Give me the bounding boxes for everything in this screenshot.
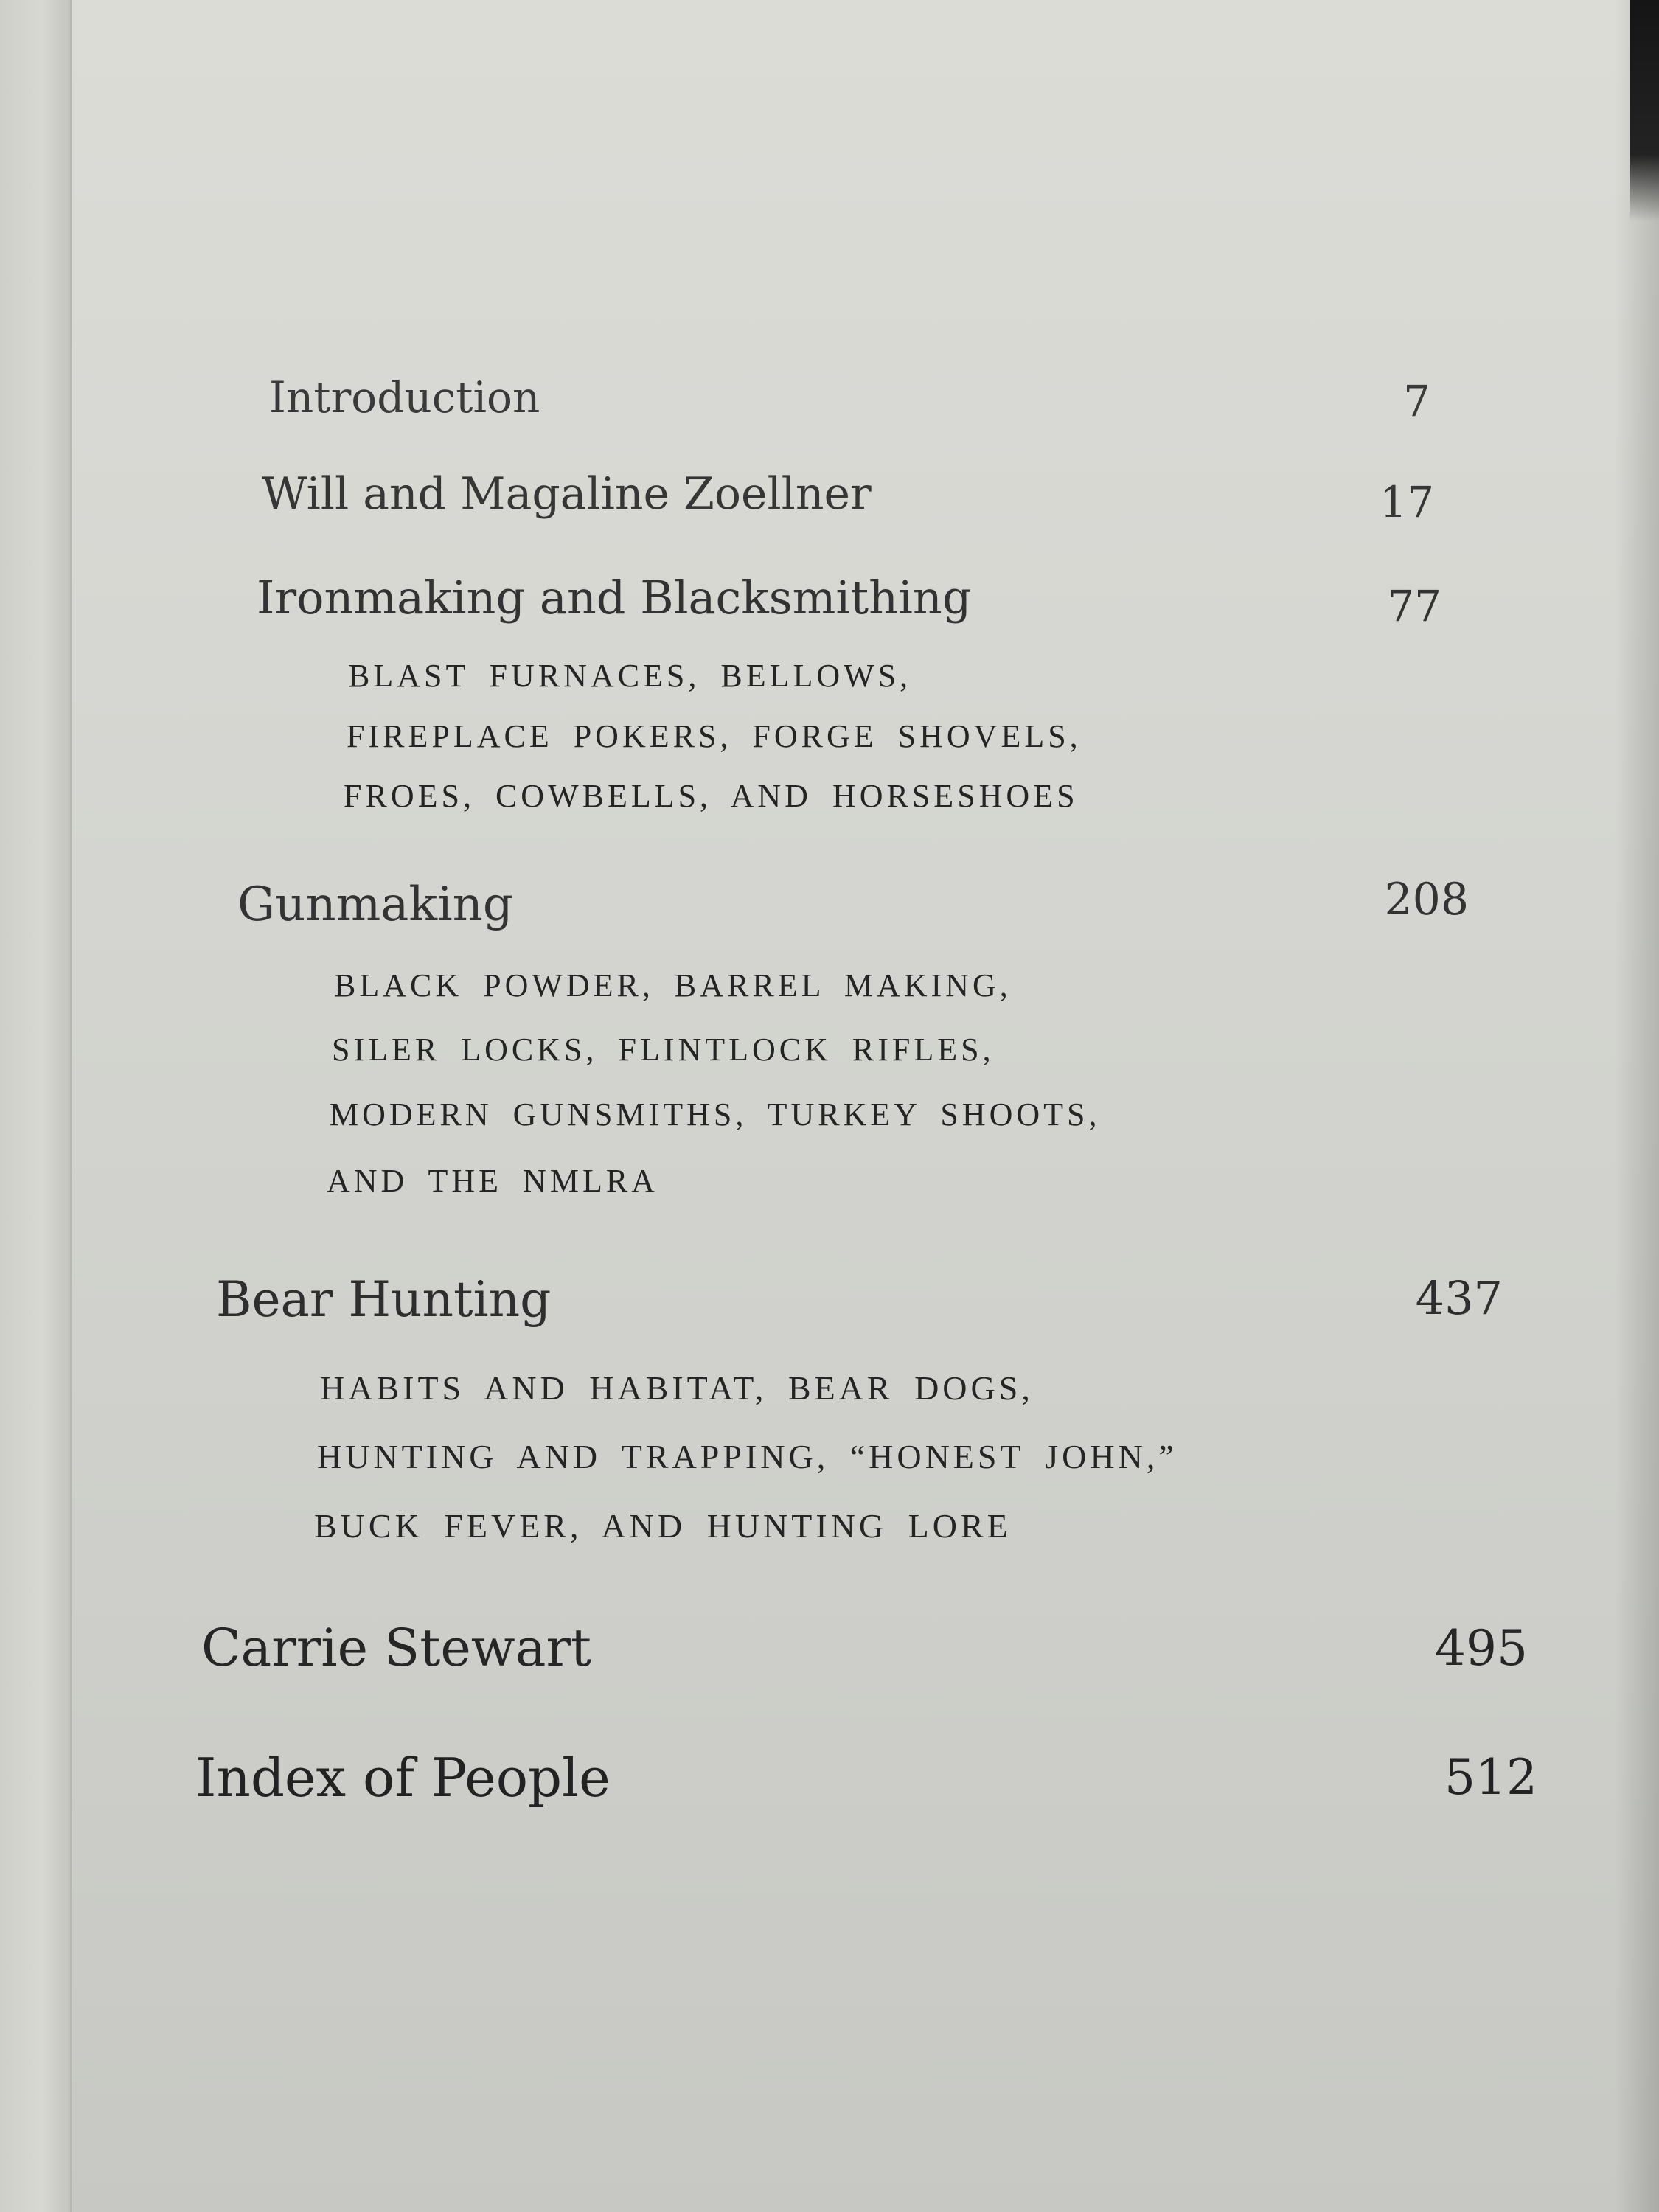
toc-entry-title: Carrie Stewart <box>201 1618 592 1678</box>
toc-subtitle-line: BLACK POWDER, BARREL MAKING, <box>334 967 1012 1004</box>
toc-entry-page: 437 <box>1415 1271 1503 1325</box>
toc-entry-title: Introduction <box>269 372 540 422</box>
toc-entry-page: 17 <box>1380 477 1434 527</box>
toc-entry-title: Ironmaking and Blacksmithing <box>257 571 972 625</box>
toc-subtitle-line: MODERN GUNSMITHS, TURKEY SHOOTS, <box>330 1096 1101 1133</box>
toc-entry-page: 77 <box>1387 581 1441 631</box>
toc-subtitle-line: HUNTING AND TRAPPING, “HONEST JOHN,” <box>317 1438 1178 1475</box>
toc-subtitle-line: BUCK FEVER, AND HUNTING LORE <box>314 1507 1012 1545</box>
toc-entry-title: Gunmaking <box>237 877 513 932</box>
toc-entry-title: Will and Magaline Zoellner <box>262 468 872 520</box>
toc-subtitle-line: HABITS AND HABITAT, BEAR DOGS, <box>320 1369 1034 1407</box>
toc-entry-title: Index of People <box>195 1747 611 1809</box>
toc-entry-page: 495 <box>1435 1620 1528 1677</box>
toc-entry-page: 7 <box>1403 376 1430 426</box>
toc-subtitle-line: SILER LOCKS, FLINTLOCK RIFLES, <box>332 1032 995 1068</box>
toc-subtitle-line: BLAST FURNACES, BELLOWS, <box>348 658 912 694</box>
toc-entry-page: 512 <box>1444 1749 1537 1806</box>
background-corner <box>1630 0 1659 221</box>
page-edge-shadow <box>1615 0 1659 2212</box>
toc-subtitle-line: AND THE NMLRA <box>327 1163 658 1199</box>
toc-entry-title: Bear Hunting <box>216 1271 552 1328</box>
page-gutter <box>0 0 72 2212</box>
toc-subtitle-line: FROES, COWBELLS, AND HORSESHOES <box>344 778 1079 814</box>
toc-subtitle-line: FIREPLACE POKERS, FORGE SHOVELS, <box>347 718 1082 754</box>
toc-entry-page: 208 <box>1384 874 1469 925</box>
